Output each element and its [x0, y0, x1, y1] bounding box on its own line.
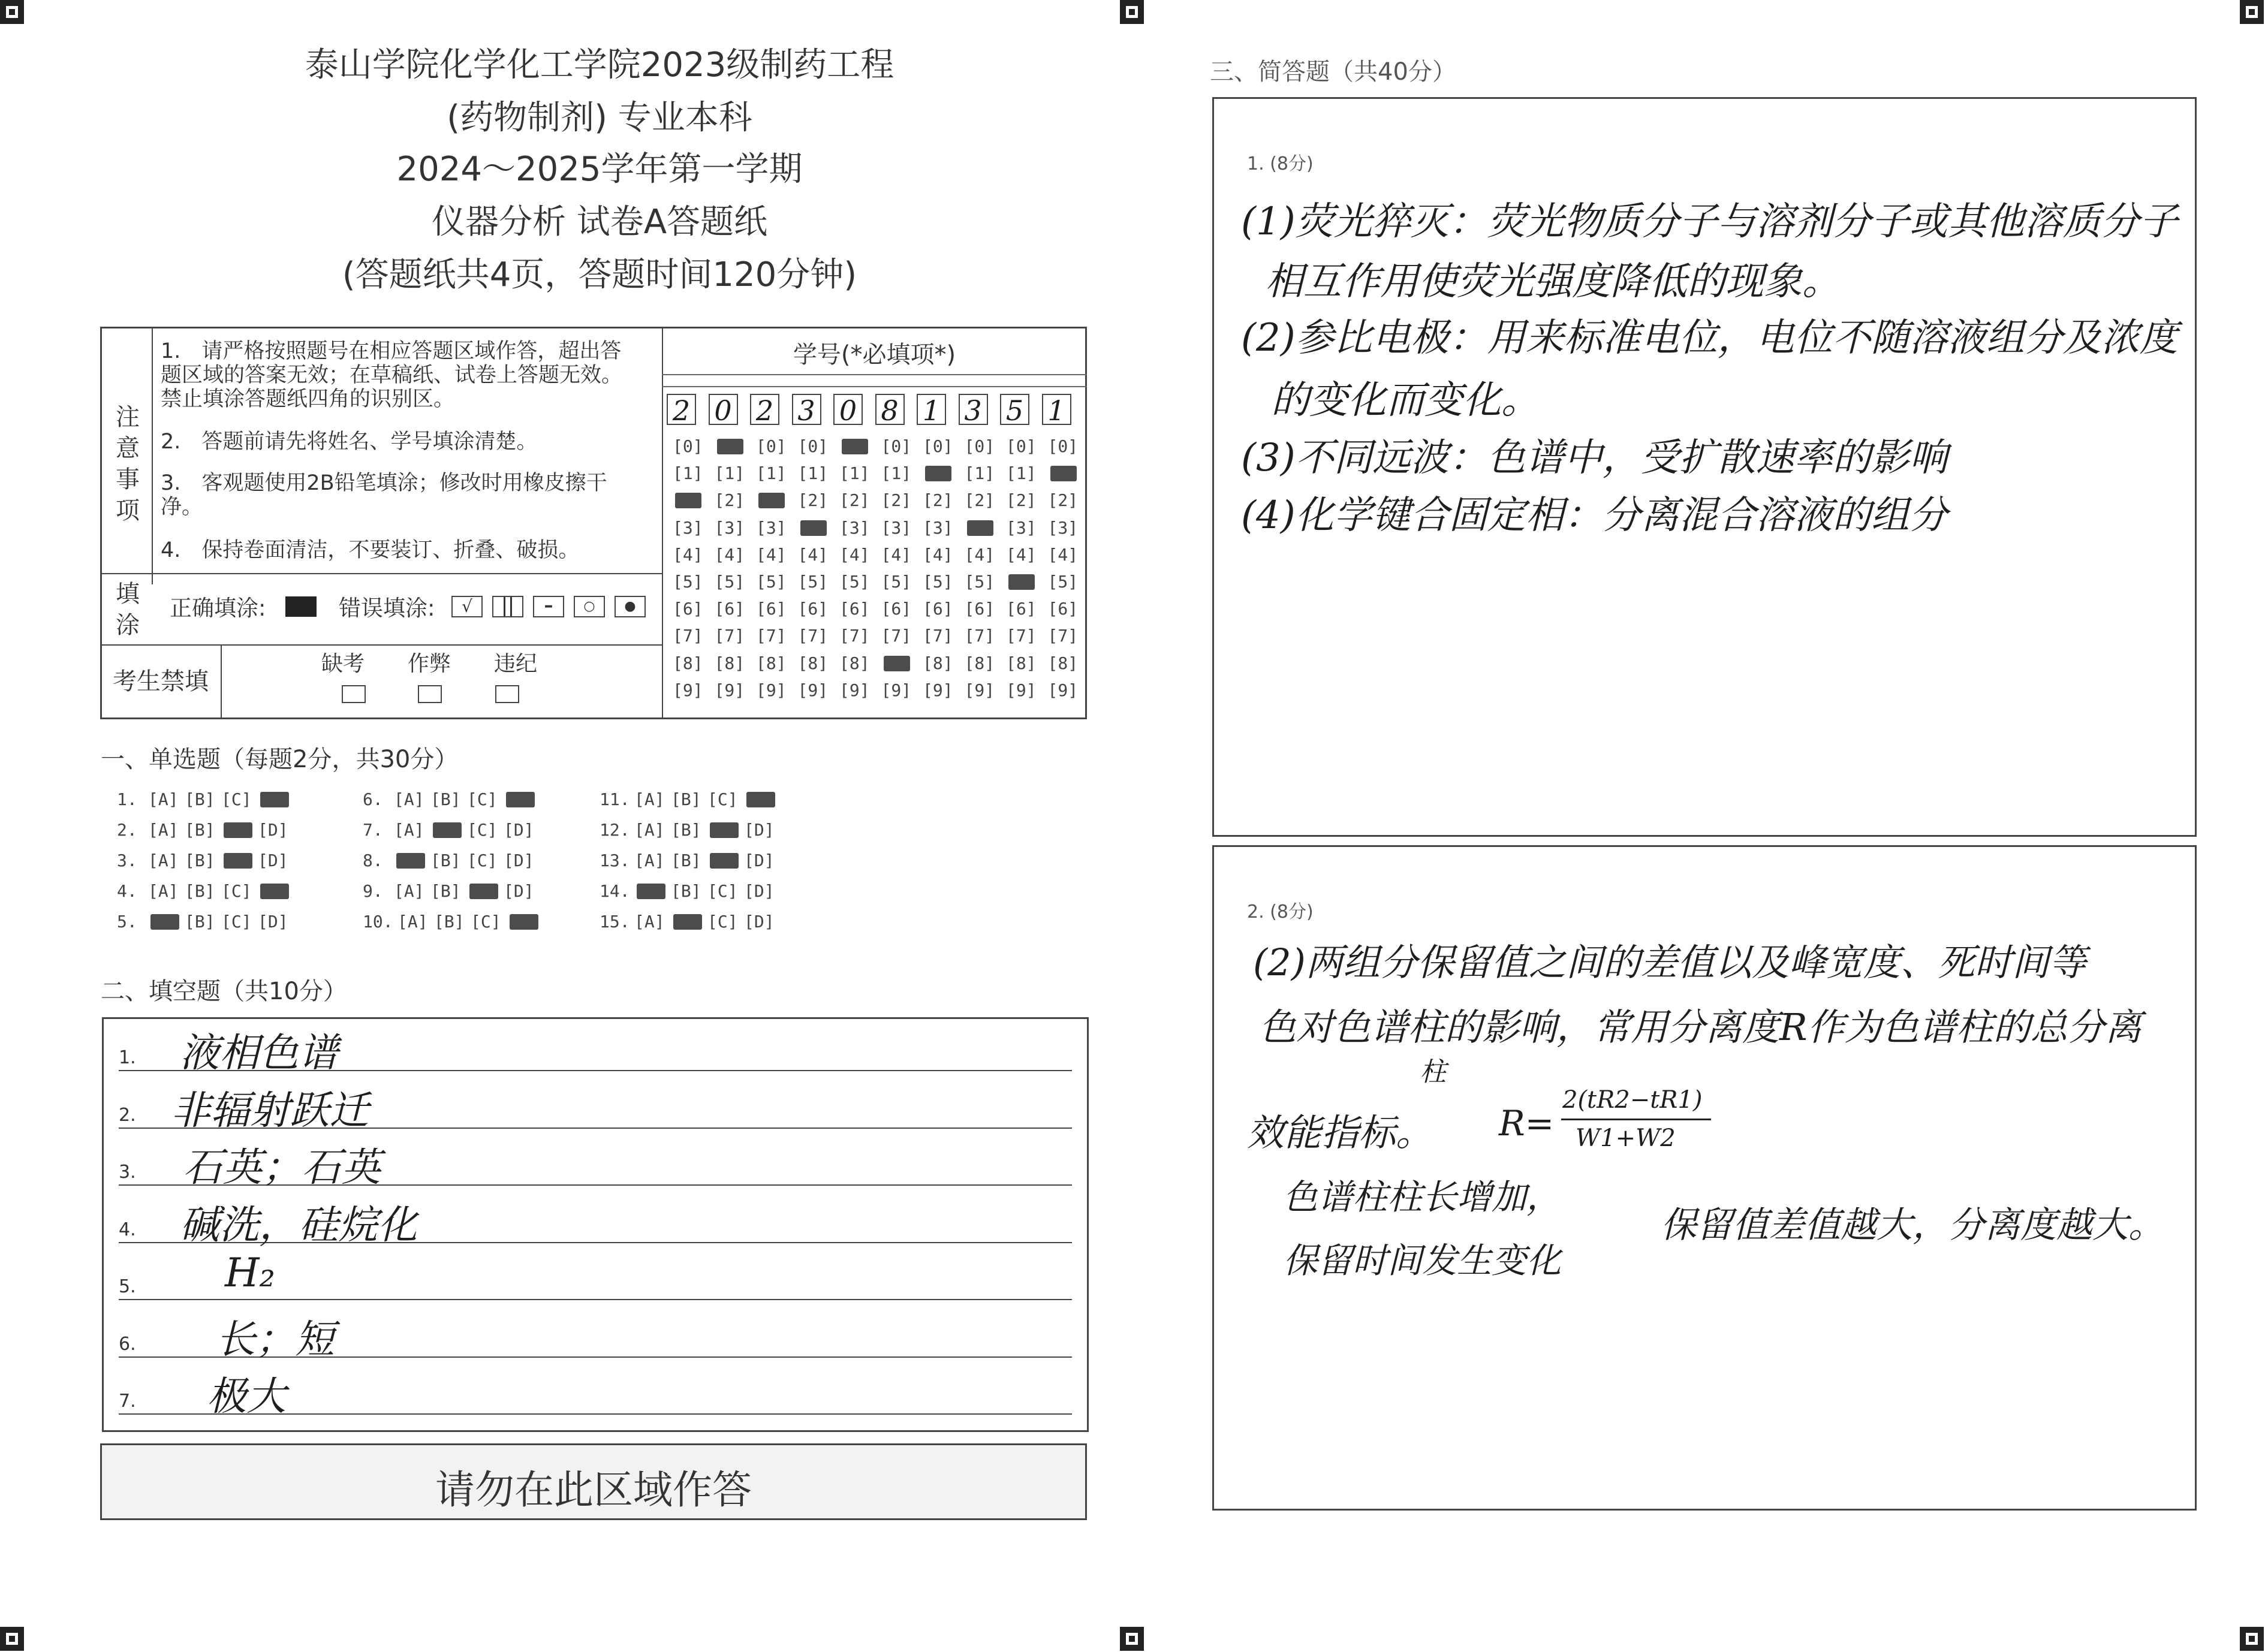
mc-bubble[interactable]: [B]: [185, 851, 215, 870]
student-id-bubble[interactable]: [9]: [714, 680, 745, 700]
mc-bubble-filled[interactable]: [469, 884, 498, 899]
absent-label: 缺考: [321, 652, 365, 676]
student-id-bubble[interactable]: [6]: [923, 599, 953, 619]
notice-item-2: 2. 答题前请先将姓名、学号填涂清楚。: [161, 430, 538, 454]
q1-line-2: 相互作用使荧光强度降低的现象。: [1265, 260, 1841, 304]
mc-bubble-filled[interactable]: [260, 792, 289, 807]
fill-number: 6.: [119, 1333, 136, 1355]
fill-number: 2.: [119, 1104, 136, 1126]
formula-denominator: W1+W2: [1576, 1125, 1676, 1152]
formula-lhs: R=: [1499, 1103, 1555, 1144]
student-id-bubble[interactable]: [2]: [881, 490, 912, 511]
q1-line-5: (3)不同远波：色谱中，受扩散速率的影响: [1241, 436, 1948, 480]
mc-bubble[interactable]: [A]: [148, 789, 179, 809]
correct-fill-sample: [285, 596, 317, 617]
student-id-bubble[interactable]: [8]: [714, 653, 745, 673]
student-id-bubble[interactable]: [4]: [673, 544, 703, 565]
fill-section-title: 二、填空题（共10分）: [101, 978, 347, 1005]
fill-answer-5: H₂: [225, 1250, 276, 1296]
student-id-title: 学号(*必填项*): [793, 341, 956, 369]
corner-marker: [1120, 0, 1144, 24]
student-id-bubble[interactable]: [1]: [839, 463, 870, 484]
mc-bubble[interactable]: [A]: [634, 912, 665, 931]
student-id-bubble[interactable]: [7]: [881, 626, 912, 646]
student-id-bubble[interactable]: [9]: [839, 680, 870, 700]
absent-checkbox[interactable]: [342, 685, 366, 703]
mc-bubble-filled[interactable]: [710, 822, 739, 838]
mc-bubble[interactable]: [A]: [397, 912, 428, 931]
fill-underline: [119, 1299, 1072, 1300]
q2-line-2: 色对色谱柱的影响，常用分离度R作为色谱柱的总分离: [1259, 1005, 2142, 1049]
student-id-bubble[interactable]: [3]: [881, 517, 912, 538]
fill-answer-7: 极大: [207, 1373, 286, 1419]
mc-bubble[interactable]: [A]: [148, 881, 179, 901]
student-id-digit-box: 3: [792, 394, 821, 425]
formula-fraction-bar: [1561, 1119, 1711, 1120]
student-id-bubble[interactable]: [6]: [881, 599, 912, 619]
fill-number: 4.: [119, 1219, 136, 1240]
q2-label: 2. (8分): [1247, 902, 1314, 923]
mc-bubble[interactable]: [B]: [430, 789, 461, 809]
student-id-bubble[interactable]: [5]: [797, 572, 829, 592]
notice-label: 注意事项: [116, 403, 140, 524]
mc-bubble-filled[interactable]: [510, 914, 538, 930]
fill-answer-1: 液相色谱: [180, 1030, 338, 1076]
student-id-bubble[interactable]: [4]: [964, 544, 995, 565]
student-id-bubble[interactable]: [7]: [839, 626, 870, 646]
mc-bubble[interactable]: [B]: [185, 912, 215, 931]
student-id-bubble[interactable]: [5]: [881, 572, 912, 592]
mc-bubble[interactable]: [D]: [258, 820, 288, 840]
student-id-bubble[interactable]: [3]: [923, 517, 953, 538]
student-id-bubble[interactable]: [8]: [839, 653, 870, 673]
student-id-digit-box: 8: [875, 394, 905, 425]
q1-label: 1. (8分): [1247, 153, 1314, 174]
mc-question-number: 9.: [363, 881, 383, 901]
student-id-bubble[interactable]: [8]: [797, 653, 829, 673]
mc-section-title: 一、单选题（每题2分，共30分）: [101, 746, 459, 773]
student-id-bubble[interactable]: [2]: [1006, 490, 1037, 511]
corner-marker: [0, 1627, 24, 1651]
q2-line-5: 保留时间发生变化: [1283, 1240, 1562, 1281]
student-id-bubble[interactable]: [4]: [881, 544, 912, 565]
student-id-bubble-filled[interactable]: [925, 466, 951, 481]
student-id-bubble[interactable]: [4]: [1006, 544, 1037, 565]
mc-bubble-filled[interactable]: [224, 853, 252, 869]
student-id-bubble-filled[interactable]: [1008, 574, 1035, 590]
exam-school-title: 泰山学院化学化工学院2023级制药工程: [305, 46, 894, 85]
mc-question-number: 6.: [363, 789, 383, 809]
student-id-bubble-filled[interactable]: [800, 520, 827, 536]
violation-checkbox[interactable]: [495, 685, 519, 703]
mc-bubble[interactable]: [C]: [707, 881, 738, 901]
fill-number: 3.: [119, 1162, 136, 1183]
mc-bubble[interactable]: [A]: [148, 851, 179, 870]
exam-semester: 2024～2025学年第一学期: [396, 150, 803, 189]
student-id-bubble[interactable]: [5]: [756, 572, 787, 592]
student-id-bubble[interactable]: [3]: [1047, 517, 1079, 538]
mc-bubble[interactable]: [A]: [634, 851, 665, 870]
student-id-bubble[interactable]: [4]: [797, 544, 829, 565]
fill-answer-2: 非辐射跃迁: [171, 1087, 369, 1134]
mc-bubble[interactable]: [D]: [258, 912, 288, 931]
mc-bubble[interactable]: [A]: [634, 789, 665, 809]
fill-example-label: 填涂: [116, 580, 140, 639]
notice-item-4: 4. 保持卷面清洁，不要装订、折叠、破损。: [161, 538, 580, 562]
student-id-bubble[interactable]: [9]: [1047, 680, 1079, 700]
student-id-bubble[interactable]: [0]: [673, 436, 703, 456]
fill-number: 1.: [119, 1047, 136, 1068]
fill-answer-4: 碱洗，硅烷化: [180, 1201, 417, 1248]
mc-question-number: 11.: [600, 789, 630, 809]
mc-bubble[interactable]: [B]: [185, 820, 215, 840]
fill-answer-6: 长；短: [216, 1316, 335, 1362]
exam-major: (药物制剂) 专业本科: [447, 98, 752, 137]
mc-bubble[interactable]: [C]: [221, 789, 252, 809]
mc-bubble[interactable]: [C]: [221, 912, 252, 931]
student-id-bubble[interactable]: [7]: [797, 626, 829, 646]
student-id-bubble[interactable]: [9]: [1006, 680, 1037, 700]
mc-bubble[interactable]: [B]: [430, 881, 461, 901]
student-id-bubble[interactable]: [1]: [964, 463, 995, 484]
mc-question-number: 12.: [600, 820, 630, 840]
fill-answer-3: 石英；石英: [183, 1144, 381, 1190]
mc-question-number: 7.: [363, 820, 383, 840]
divider: [100, 644, 662, 646]
student-id-digit-box: 0: [709, 394, 738, 425]
corner-marker: [1120, 1627, 1144, 1651]
student-id-bubble[interactable]: [9]: [923, 680, 953, 700]
wrong-fill-text: 错误填涂:: [339, 595, 435, 621]
notice-item-3: 3. 客观题使用2B铅笔填涂；修改时用橡皮擦干净。: [161, 471, 607, 519]
student-id-bubble[interactable]: [2]: [923, 490, 953, 511]
mc-bubble[interactable]: [C]: [467, 851, 498, 870]
mc-question-number: 2.: [117, 820, 137, 840]
mc-bubble[interactable]: [C]: [467, 820, 498, 840]
divider: [221, 644, 222, 719]
student-id-digit-box: 2: [750, 394, 779, 425]
student-id-bubble[interactable]: [2]: [964, 490, 995, 511]
student-id-bubble[interactable]: [3]: [673, 517, 703, 538]
student-id-bubble[interactable]: [1]: [756, 463, 787, 484]
student-id-bubble-filled[interactable]: [967, 520, 993, 536]
student-id-bubble[interactable]: [2]: [839, 490, 870, 511]
mc-question-number: 8.: [363, 851, 383, 870]
mc-question-number: 3.: [117, 851, 137, 870]
q2-insert-mark: 柱: [1420, 1057, 1446, 1087]
mc-bubble[interactable]: [C]: [707, 912, 738, 931]
q2-line-4: 色谱柱柱长增加，: [1283, 1177, 1562, 1217]
mc-question-number: 1.: [117, 789, 137, 809]
divider: [100, 573, 662, 574]
mc-question-number: 13.: [600, 851, 630, 870]
q1-line-6: (4)化学键合固定相：分离混合溶液的组分: [1241, 493, 1948, 538]
mc-question-number: 4.: [117, 881, 137, 901]
short-section-title: 三、简答题（共40分）: [1210, 58, 1456, 86]
mc-bubble[interactable]: [B]: [671, 820, 701, 840]
exam-subject: 仪器分析 试卷A答题纸: [431, 203, 768, 242]
student-id-bubble[interactable]: [4]: [756, 544, 787, 565]
student-id-bubble[interactable]: [8]: [1006, 653, 1037, 673]
mc-bubble[interactable]: [B]: [671, 789, 701, 809]
student-id-bubble-filled[interactable]: [1050, 466, 1077, 481]
mc-bubble[interactable]: [A]: [634, 820, 665, 840]
mc-bubble-filled[interactable]: [396, 853, 425, 869]
cheat-label: 作弊: [408, 652, 451, 676]
student-id-bubble[interactable]: [8]: [964, 653, 995, 673]
student-id-bubble-filled[interactable]: [884, 656, 910, 671]
student-id-bubble[interactable]: [9]: [881, 680, 912, 700]
student-id-bubble-filled[interactable]: [717, 439, 743, 454]
mc-bubble-filled[interactable]: [260, 884, 289, 899]
student-id-bubble[interactable]: [6]: [797, 599, 829, 619]
student-id-digit-box: 5: [1000, 394, 1029, 425]
divider: [152, 327, 153, 584]
student-id-bubble[interactable]: [7]: [923, 626, 953, 646]
q2-line-3: 效能指标。: [1247, 1111, 1433, 1154]
mc-question-number: 14.: [600, 881, 630, 901]
mc-bubble[interactable]: [A]: [394, 789, 424, 809]
student-id-bubble[interactable]: [1]: [881, 463, 912, 484]
student-id-bubble[interactable]: [5]: [1047, 572, 1079, 592]
q2-line-6: 保留值差值越大，分离度越大。: [1661, 1204, 2164, 1246]
student-id-digit-box: 1: [917, 394, 946, 425]
divider: [662, 374, 1087, 375]
corner-marker: [0, 0, 24, 24]
exam-info: (答题纸共4页，答题时间120分钟): [342, 255, 857, 294]
student-id-bubble[interactable]: [8]: [1047, 653, 1079, 673]
wrong-fill-circle: ○: [574, 596, 605, 617]
mc-bubble-filled[interactable]: [433, 822, 462, 838]
student-id-bubble[interactable]: [1]: [797, 463, 829, 484]
student-id-bubble[interactable]: [7]: [1006, 626, 1037, 646]
mc-bubble-filled[interactable]: [224, 822, 252, 838]
student-id-bubble-filled[interactable]: [842, 439, 868, 454]
notice-item-1: 1. 请严格按照题号在相应答题区域作答，超出答题区域的答案无效；在草稿纸、试卷上答题无效。禁止填涂答题纸四角的识别区。: [161, 339, 623, 411]
q1-line-3: (2)参比电极：用来标准电位，电位不随溶液组分及浓度: [1241, 316, 2178, 360]
student-id-bubble[interactable]: [1]: [673, 463, 703, 484]
violation-label: 违纪: [494, 652, 538, 676]
student-id-bubble[interactable]: [8]: [673, 653, 703, 673]
mc-bubble[interactable]: [D]: [504, 881, 534, 901]
student-id-digit-box: 2: [667, 394, 696, 425]
mc-bubble[interactable]: [C]: [707, 789, 738, 809]
student-id-bubble-filled[interactable]: [675, 493, 701, 508]
student-id-bubble[interactable]: [7]: [1047, 626, 1079, 646]
student-id-bubble[interactable]: [9]: [797, 680, 829, 700]
student-id-bubble[interactable]: [6]: [839, 599, 870, 619]
student-id-bubble[interactable]: [3]: [714, 517, 745, 538]
mc-question-number: 10.: [363, 912, 393, 931]
q1-line-4: 的变化而变化。: [1271, 378, 1540, 423]
student-id-bubble[interactable]: [8]: [923, 653, 953, 673]
student-id-bubble[interactable]: [5]: [923, 572, 953, 592]
corner-marker: [2240, 0, 2264, 24]
mc-bubble[interactable]: [B]: [671, 851, 701, 870]
student-id-bubble[interactable]: [4]: [839, 544, 870, 565]
student-id-digit-box: 0: [833, 394, 863, 425]
student-id-bubble[interactable]: [5]: [673, 572, 703, 592]
mc-bubble[interactable]: [D]: [744, 851, 775, 870]
mc-bubble[interactable]: [A]: [148, 820, 179, 840]
student-id-bubble[interactable]: [0]: [881, 436, 912, 456]
student-id-bubble[interactable]: [0]: [797, 436, 829, 456]
student-id-bubble[interactable]: [6]: [1047, 599, 1079, 619]
student-id-bubble[interactable]: [9]: [964, 680, 995, 700]
student-id-bubble[interactable]: [3]: [1006, 517, 1037, 538]
mc-bubble[interactable]: [A]: [394, 820, 424, 840]
mc-bubble-filled[interactable]: [637, 884, 665, 899]
student-id-bubble[interactable]: [8]: [756, 653, 787, 673]
cheat-checkbox[interactable]: [418, 685, 442, 703]
student-id-bubble[interactable]: [7]: [964, 626, 995, 646]
mc-bubble-filled[interactable]: [746, 792, 775, 807]
mc-bubble-filled[interactable]: [710, 853, 739, 869]
mc-question-number: 15.: [600, 912, 630, 931]
wrong-fill-dash: –: [533, 596, 564, 617]
mc-bubble[interactable]: [B]: [185, 789, 215, 809]
student-id-bubble[interactable]: [2]: [797, 490, 829, 511]
mc-bubble[interactable]: [B]: [185, 881, 215, 901]
student-id-bubble[interactable]: [4]: [923, 544, 953, 565]
mc-question-number: 5.: [117, 912, 137, 931]
student-id-bubble[interactable]: [4]: [1047, 544, 1079, 565]
mc-bubble[interactable]: [D]: [258, 851, 288, 870]
mc-bubble[interactable]: [B]: [434, 912, 465, 931]
student-id-bubble[interactable]: [2]: [714, 490, 745, 511]
fill-number: 5.: [119, 1276, 136, 1297]
student-id-bubble[interactable]: [5]: [714, 572, 745, 592]
student-id-bubble[interactable]: [0]: [964, 436, 995, 456]
correct-fill-text: 正确填涂:: [170, 595, 266, 621]
mc-bubble[interactable]: [B]: [430, 851, 461, 870]
mc-bubble[interactable]: [C]: [221, 881, 252, 901]
student-id-bubble[interactable]: [1]: [1006, 463, 1037, 484]
student-id-bubble[interactable]: [5]: [964, 572, 995, 592]
student-id-bubble[interactable]: [1]: [714, 463, 745, 484]
mc-bubble-filled[interactable]: [150, 914, 179, 930]
student-id-bubble[interactable]: [6]: [964, 599, 995, 619]
student-id-bubble[interactable]: [6]: [1006, 599, 1037, 619]
wrong-fill-half: [492, 596, 523, 617]
divider: [662, 386, 1087, 387]
student-id-bubble[interactable]: [7]: [714, 626, 745, 646]
wrong-fill-dot: ●: [615, 596, 646, 617]
no-answer-text: 请勿在此区域作答: [435, 1467, 752, 1513]
student-id-bubble[interactable]: [3]: [756, 517, 787, 538]
formula-numerator: 2(tR2−tR1): [1562, 1086, 1703, 1114]
q2-line-1: (2)两组分保留值之间的差值以及峰宽度、死时间等: [1253, 940, 2086, 984]
student-id-bubble[interactable]: [7]: [756, 626, 787, 646]
mc-bubble[interactable]: [B]: [671, 881, 701, 901]
student-id-digit-box: 1: [1042, 394, 1071, 425]
q1-line-1: (1)荧光猝灭：荧光物质分子与溶剂分子或其他溶质分子: [1241, 200, 2178, 244]
student-id-bubble-filled[interactable]: [758, 493, 785, 508]
student-id-bubble[interactable]: [0]: [756, 436, 787, 456]
mc-bubble[interactable]: [A]: [394, 881, 424, 901]
mc-bubble[interactable]: [D]: [744, 912, 775, 931]
student-id-bubble[interactable]: [4]: [714, 544, 745, 565]
student-id-bubble[interactable]: [5]: [839, 572, 870, 592]
student-id-bubble[interactable]: [9]: [673, 680, 703, 700]
mc-bubble[interactable]: [C]: [471, 912, 501, 931]
student-id-bubble[interactable]: [6]: [714, 599, 745, 619]
mc-bubble-filled[interactable]: [506, 792, 535, 807]
mc-bubble[interactable]: [D]: [744, 881, 775, 901]
student-id-bubble[interactable]: [3]: [839, 517, 870, 538]
student-id-digit-box: 3: [959, 394, 988, 425]
student-id-bubble[interactable]: [0]: [1047, 436, 1079, 456]
corner-marker: [2240, 1627, 2264, 1651]
student-id-bubble[interactable]: [9]: [756, 680, 787, 700]
student-id-bubble[interactable]: [0]: [1006, 436, 1037, 456]
mc-bubble-filled[interactable]: [673, 914, 702, 930]
student-id-bubble[interactable]: [7]: [673, 626, 703, 646]
mc-bubble[interactable]: [C]: [467, 789, 498, 809]
student-id-bubble[interactable]: [2]: [1047, 490, 1079, 511]
mc-bubble[interactable]: [D]: [744, 820, 775, 840]
student-id-bubble[interactable]: [6]: [673, 599, 703, 619]
mc-bubble[interactable]: [D]: [504, 851, 534, 870]
student-id-bubble[interactable]: [0]: [923, 436, 953, 456]
mc-bubble[interactable]: [D]: [504, 820, 534, 840]
fill-number: 7.: [119, 1391, 136, 1412]
banned-label: 考生禁填: [113, 668, 209, 695]
wrong-fill-check: √: [451, 596, 483, 617]
student-id-bubble[interactable]: [6]: [756, 599, 787, 619]
